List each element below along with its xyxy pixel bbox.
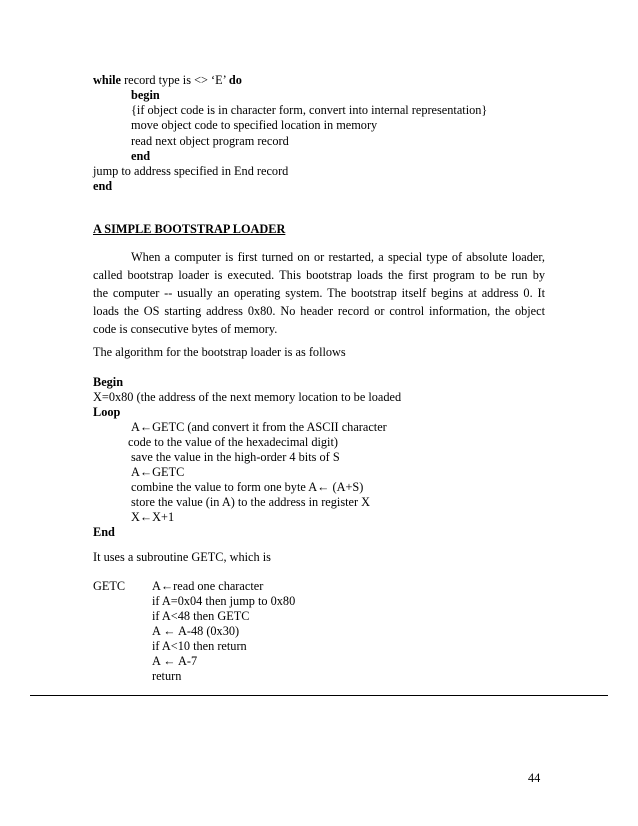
getc-line-6: A ← A-7 xyxy=(152,654,198,668)
algo-step-getc-cont: code to the value of the hexadecimal digit) xyxy=(128,435,338,449)
page-number: 44 xyxy=(528,771,541,785)
paragraph-line-5: code is consecutive bytes of memory. xyxy=(93,322,278,336)
keyword-do: do xyxy=(228,73,242,87)
keyword-loop: Loop xyxy=(93,405,121,419)
code-jump: jump to address specified in End record xyxy=(93,164,289,178)
keyword-end-inner: end xyxy=(131,149,151,163)
code-step-read: read next object program record xyxy=(131,134,289,148)
algo-step-combine: combine the value to form one byte A← (A+S) xyxy=(131,480,364,494)
code-while-line xyxy=(93,73,242,88)
algo-step-increment: X←X+1 xyxy=(131,510,175,524)
algorithm-intro: The algorithm for the bootstrap loader is as follows xyxy=(93,345,346,359)
getc-label: GETC xyxy=(93,579,126,593)
algo-x-init: X=0x80 (the address of the next memory location to be loaded xyxy=(93,390,402,404)
getc-line-3: if A<48 then GETC xyxy=(152,609,250,623)
algo-step-store: store the value (in A) to the address in register X xyxy=(131,495,371,509)
getc-line-5: if A<10 then return xyxy=(152,639,247,653)
keyword-end-algo: End xyxy=(93,525,115,539)
paragraph-line-4: loads the OS starting address 0x80. No header record or control information, the object xyxy=(93,304,545,318)
getc-intro: It uses a subroutine GETC, which is xyxy=(93,550,271,564)
algo-step-getc-2: A←GETC xyxy=(131,465,185,479)
algo-step-getc: A←GETC (and convert it from the ASCII character xyxy=(131,420,387,434)
getc-line-1: A←read one character xyxy=(152,579,264,593)
keyword-begin: begin xyxy=(131,88,160,102)
code-step-convert: {if object code is in character form, convert into internal representation} xyxy=(131,103,488,117)
getc-line-7: return xyxy=(152,669,182,683)
while-condition: record type is <> ‘E’ xyxy=(121,73,229,87)
horizontal-rule xyxy=(30,695,608,696)
keyword-end-outer: end xyxy=(93,179,113,193)
getc-line-2: if A=0x04 then jump to 0x80 xyxy=(152,594,296,608)
section-title: A SIMPLE BOOTSTRAP LOADER xyxy=(93,222,286,236)
algo-step-save: save the value in the high-order 4 bits of S xyxy=(131,450,340,464)
code-step-move: move object code to specified location in memory xyxy=(131,118,378,132)
paragraph-line-3: the computer -- usually an operating system. The bootstrap itself begins at address 0. It xyxy=(93,286,545,300)
keyword-begin-algo: Begin xyxy=(93,375,124,389)
getc-line-4: A ← A-48 (0x30) xyxy=(152,624,240,638)
paragraph-line-1: When a computer is first turned on or restarted, a special type of absolute loader, xyxy=(131,250,545,264)
keyword-while: while xyxy=(93,73,122,87)
paragraph-line-2: called bootstrap loader is executed. This bootstrap loads the first program to be run by xyxy=(93,268,545,282)
